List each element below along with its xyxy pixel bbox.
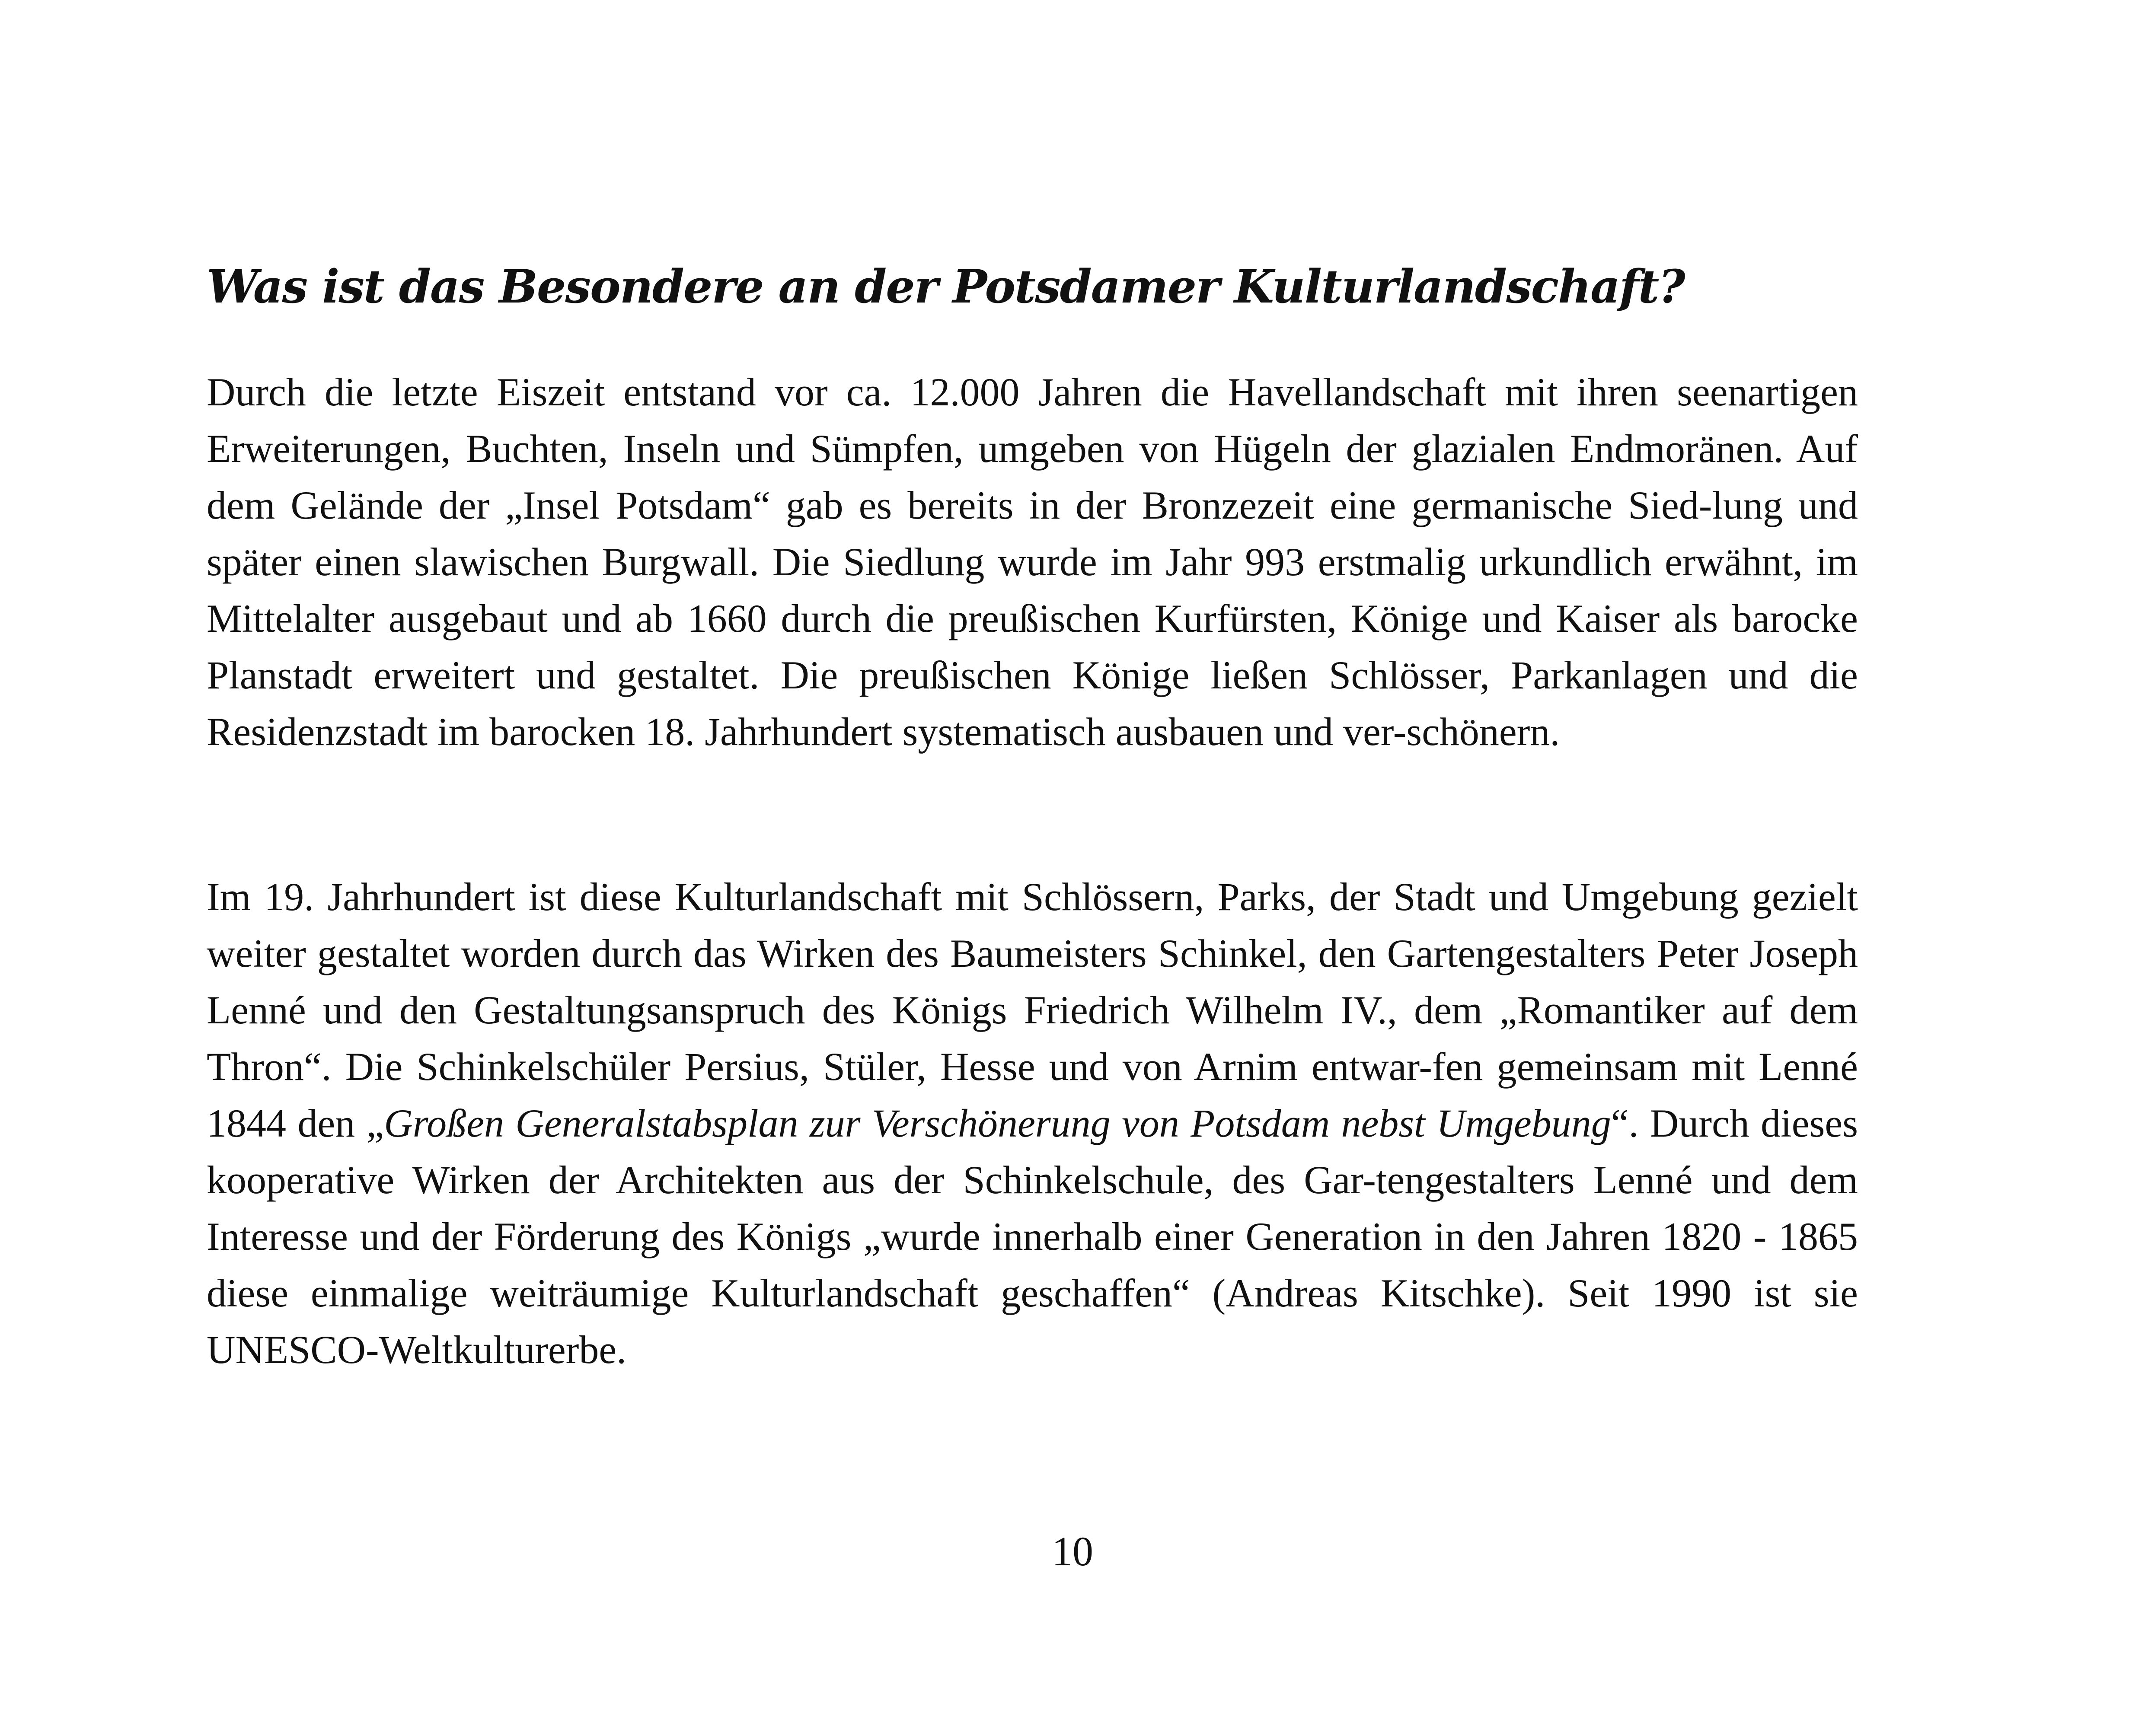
section-heading: Was ist das Besondere an der Potsdamer Kulturlandschaft?	[207, 259, 1685, 313]
paragraph-2-text-start: Im 19. Jahrhundert ist diese Kulturlandschaft mit Schlössern, Parks, der Stadt und Umgebung gezielt weiter gestaltet worden durch das Wirken des Baumeisters Schinkel, den Gartengestalters Peter Joseph Lenné und den Gestaltungsanspruch des Königs Friedrich Wilhelm IV., dem „Romantiker auf dem Thron“. Die Schinkelschüler Persius, Stüler, Hesse und von Arnim entwar-fen gemeinsam mit Lenné 1844 den „	[207, 875, 1858, 1145]
paragraph-2-text-end: “. Durch dieses kooperative Wirken der Architekten aus der Schinkelschule, des Gar-tengestalters Lenné und dem Interesse und der Förderung des Königs „wurde innerhalb einer Generation in den Jahren 1820 - 1865 diese einmalige weiträumige Kulturlandschaft geschaffen“ (Andreas Kitschke). Seit 1990 ist sie UNESCO-Weltkulturerbe.	[207, 1101, 1858, 1372]
body-paragraph-2	[207, 869, 1858, 1378]
plan-title-italic: Großen Generalstabsplan zur Verschönerung von Potsdam nebst Umgebung	[384, 1101, 1611, 1145]
body-paragraph-1: Durch die letzte Eiszeit entstand vor ca. 12.000 Jahren die Havellandschaft mit ihren seenartigen Erweiterungen, Buchten, Inseln und Sümpfen, umgeben von Hügeln der glazialen Endmoränen. Auf dem Gelände der „Insel Potsdam“ gab es bereits in der Bronzezeit eine germanische Sied-lung und später einen slawischen Burgwall. Die Siedlung wurde im Jahr 993 erstmalig urkundlich erwähnt, im Mittelalter ausgebaut und ab 1660 durch die preußischen Kurfürsten, Könige und Kaiser als barocke Planstadt erweitert und gestaltet. Die preußischen Könige ließen Schlösser, Parkanlagen und die Residenzstadt im barocken 18. Jahrhundert systematisch ausbauen und ver-schönern.	[207, 370, 1858, 754]
page-number: 10	[1052, 1528, 1093, 1574]
